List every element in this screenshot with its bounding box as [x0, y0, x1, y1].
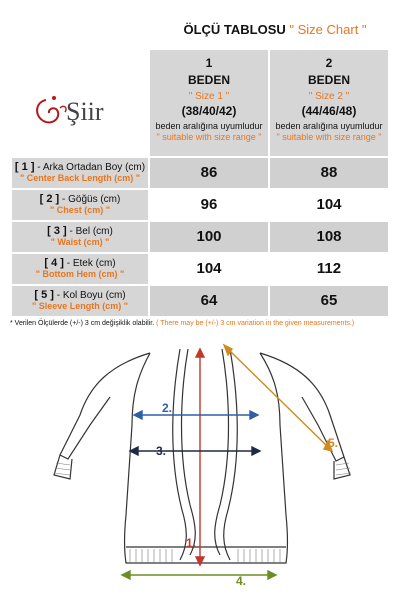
measure-4-label: 4.	[236, 574, 247, 588]
size-en: " Size 2 "	[308, 91, 350, 102]
note-tr: * Verilen Ölçülerde (+/-) 3 cm değişiklik olabilir.	[10, 320, 155, 327]
title-tr: ÖLÇÜ TABLOSU	[183, 22, 286, 37]
row-value-size2: 88	[270, 158, 388, 188]
row-en: " Chest (cm) "	[49, 205, 111, 215]
size-num: 2	[325, 56, 333, 70]
size-beden: BEDEN	[307, 73, 350, 87]
size-suit: " suitable with size range "	[156, 132, 262, 142]
measure-5-label: 5.	[328, 436, 339, 450]
row-value-size2: 104	[270, 190, 388, 220]
row-tr: - Kol Boyu (cm)	[53, 290, 126, 301]
measure-1-label: 1.	[186, 536, 197, 550]
row-label	[12, 222, 148, 252]
note-en: ( There may be (+/-) 3 cm variation in the given measurements.)	[154, 320, 355, 327]
row-label	[12, 286, 148, 316]
measure-2-line	[134, 411, 258, 419]
table-row	[12, 190, 388, 220]
row-idx: [ 5 ]	[34, 289, 54, 301]
title-en: " Size Chart "	[289, 22, 367, 37]
brand-logo-icon	[30, 80, 140, 140]
measure-5-line	[224, 345, 332, 451]
size-en: " Size 1 "	[188, 91, 230, 102]
table-row	[12, 254, 388, 284]
measure-2-label: 2.	[162, 401, 173, 415]
row-value-size2: 112	[270, 254, 388, 284]
cardigan-illustration	[40, 335, 370, 595]
measure-4-line	[122, 571, 276, 579]
table-row	[12, 286, 388, 316]
row-tr: - Arka Ortadan Boy (cm)	[34, 162, 146, 173]
size-suit: " suitable with size range "	[276, 132, 382, 142]
row-value-size1: 64	[150, 286, 268, 316]
measure-1-line	[196, 349, 204, 565]
row-en: " Sleeve Length (cm) "	[31, 301, 129, 311]
row-idx: [ 4 ]	[44, 257, 64, 269]
row-idx: [ 3 ]	[47, 225, 67, 237]
size-num: 1	[205, 56, 213, 70]
cardigan-sketch	[40, 335, 370, 595]
row-label	[12, 190, 148, 220]
row-en: " Waist (cm) "	[50, 237, 110, 247]
row-idx: [ 2 ]	[39, 193, 60, 205]
size-uyum: beden aralığına uyumludur	[275, 121, 383, 131]
row-value-size1: 96	[150, 190, 268, 220]
size-range: (44/46/48)	[301, 104, 357, 118]
brand-logo	[30, 80, 140, 140]
row-value-size1: 104	[150, 254, 268, 284]
row-tr: - Bel (cm)	[66, 226, 113, 237]
table-row	[12, 222, 388, 252]
row-value-size1: 100	[150, 222, 268, 252]
row-tr: - Etek (cm)	[63, 258, 116, 269]
size-header-1	[150, 50, 268, 156]
size-uyum: beden aralığına uyumludur	[155, 121, 263, 131]
measure-3-label: 3.	[156, 444, 167, 458]
row-value-size1: 86	[150, 158, 268, 188]
size-range: (38/40/42)	[181, 104, 237, 118]
row-tr: - Göğüs (cm)	[59, 194, 121, 205]
row-value-size2: 108	[270, 222, 388, 252]
measure-3-line	[130, 447, 260, 455]
chart-title	[150, 22, 400, 37]
row-idx: [ 1 ]	[14, 161, 35, 173]
row-value-size2: 65	[270, 286, 388, 316]
tolerance-note	[10, 320, 395, 327]
table-row	[12, 158, 388, 188]
size-header-2	[270, 50, 388, 156]
logo-text: Şiir	[66, 97, 104, 126]
row-en: " Bottom Hem (cm) "	[35, 269, 125, 279]
size-beden: BEDEN	[187, 73, 230, 87]
row-en: " Center Back Length (cm) "	[19, 173, 141, 183]
row-label	[12, 158, 148, 188]
row-label	[12, 254, 148, 284]
